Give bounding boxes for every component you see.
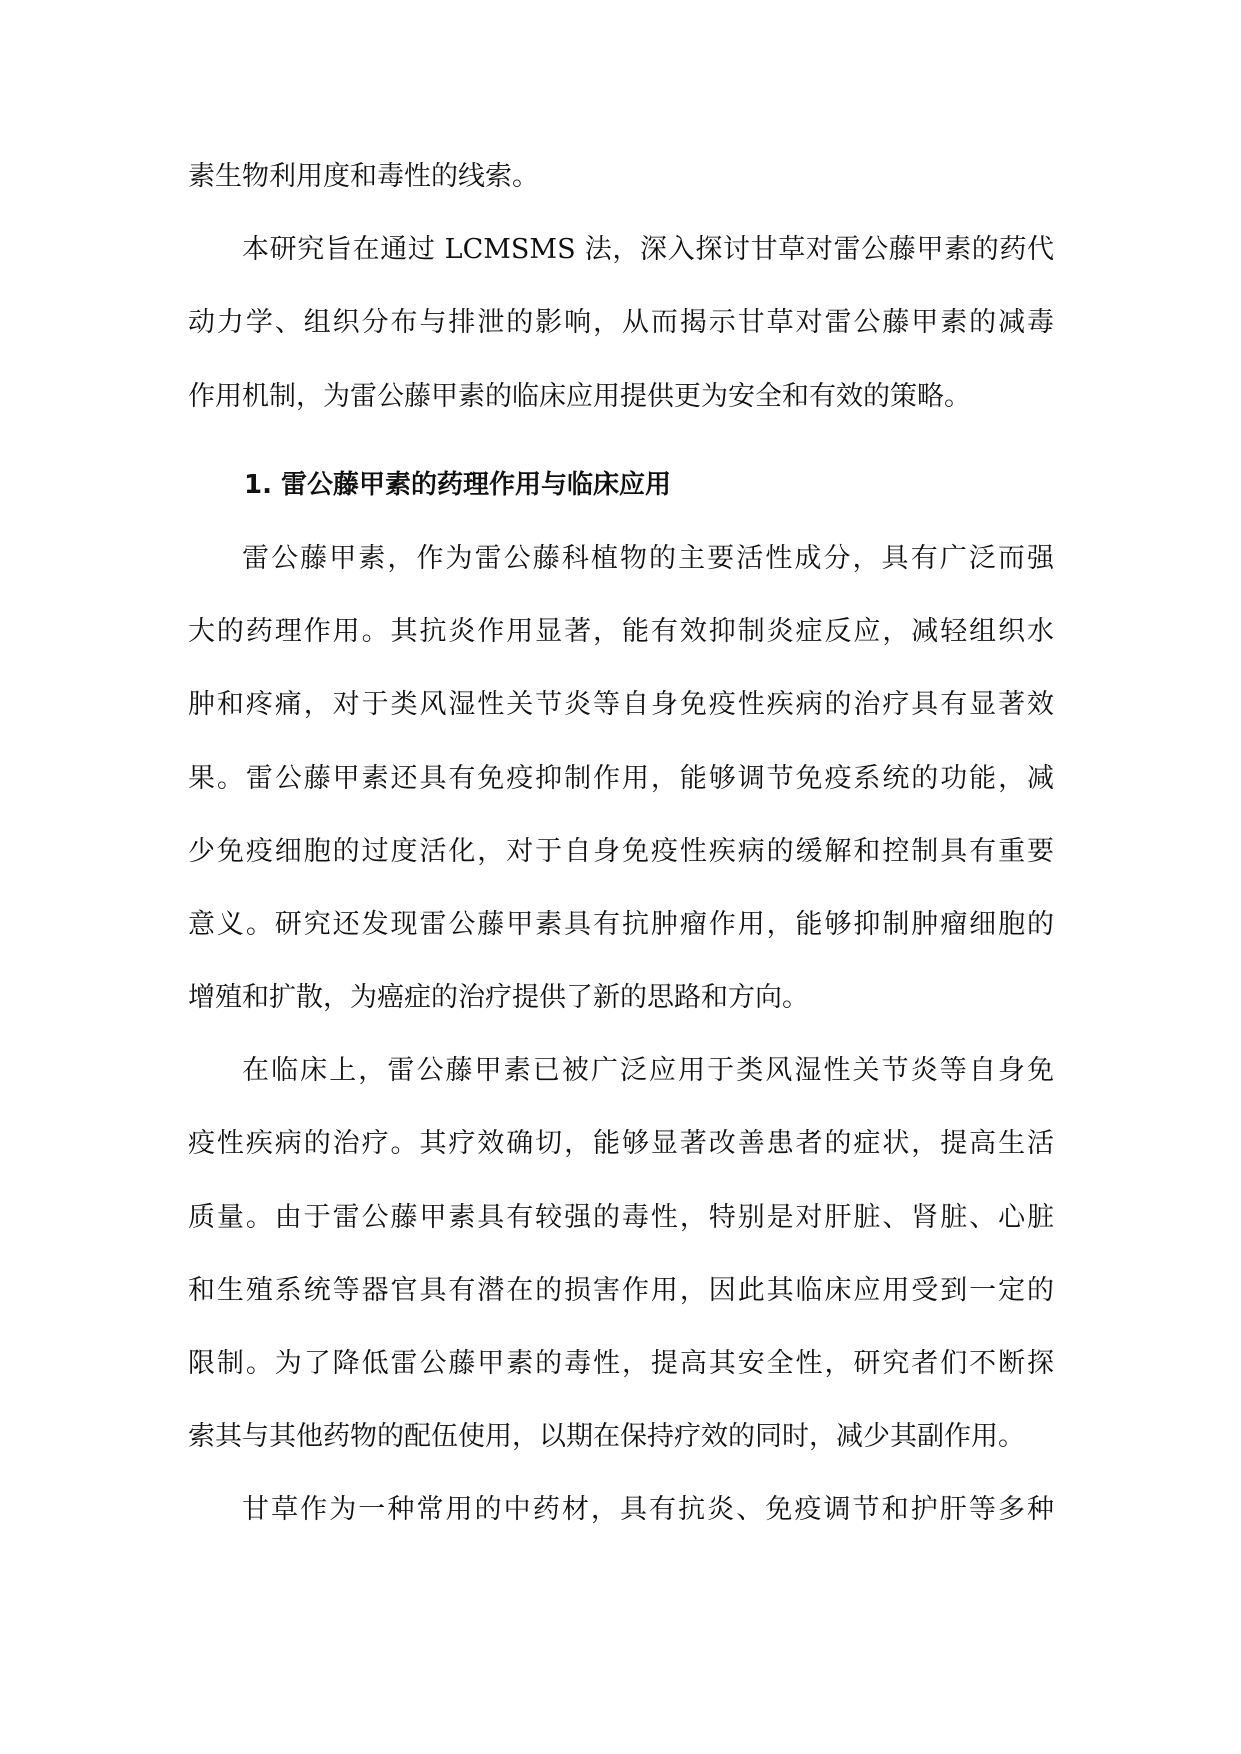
- text-line: 意义。研究还发现雷公藤甲素具有抗肿瘤作用，能够抑制肿瘤细胞的: [188, 908, 1054, 940]
- text-line: 动力学、组织分布与排泄的影响，从而揭示甘草对雷公藤甲素的减毒: [188, 307, 1054, 339]
- text-line: 雷公藤甲素，作为雷公藤科植物的主要活性成分，具有广泛而强: [242, 542, 1054, 574]
- text-line: 疫性疾病的治疗。其疗效确切，能够显著改善患者的症状，提高生活: [188, 1128, 1054, 1160]
- paragraph-clinical-use: [188, 1034, 1054, 1473]
- paragraph-research-aim: [188, 213, 1054, 433]
- text-line: 作用机制，为雷公藤甲素的临床应用提供更为安全和有效的策略。: [188, 380, 971, 412]
- text-line: 在临床上，雷公藤甲素已被广泛应用于类风湿性关节炎等自身免: [242, 1055, 1054, 1087]
- text-line: 本研究旨在通过 LCMSMS 法，深入探讨甘草对雷公藤甲素的药代: [242, 234, 1054, 266]
- text-line: 肿和疼痛，对于类风湿性关节炎等自身免疫性疾病的治疗具有显著效: [188, 689, 1054, 721]
- text-line: 索其与其他药物的配伍使用，以期在保持疗效的同时，减少其副作用。: [188, 1421, 1025, 1453]
- text-line: 质量。由于雷公藤甲素具有较强的毒性，特别是对肝脏、肾脏、心脏: [188, 1201, 1054, 1233]
- paragraph-intro-continuation: [188, 140, 1054, 213]
- text-line: 少免疫细胞的过度活化，对于自身免疫性疾病的缓解和控制具有重要: [188, 835, 1054, 867]
- text-line: 限制。为了降低雷公藤甲素的毒性，提高其安全性，研究者们不断探: [188, 1348, 1054, 1379]
- document-body: [188, 140, 1054, 1547]
- paragraph-pharmacology: [188, 522, 1054, 1034]
- text-line: 和生殖系统等器官具有潜在的损害作用，因此其临床应用受到一定的: [188, 1274, 1054, 1306]
- section-heading: 1. 雷公藤甲素的药理作用与临床应用: [244, 469, 672, 500]
- text-line: 甘草作为一种常用的中药材，具有抗炎、免疫调节和护肝等多种: [242, 1494, 1054, 1526]
- text-line: 增殖和扩散，为癌症的治疗提供了新的思路和方向。: [188, 982, 809, 1014]
- text-line: 素生物利用度和毒性的线索。: [188, 161, 539, 192]
- text-line: 果。雷公藤甲素还具有免疫抑制作用，能够调节免疫系统的功能，减: [188, 762, 1054, 794]
- paragraph-licorice: [188, 1473, 1054, 1546]
- text-line: 大的药理作用。其抗炎作用显著，能有效抑制炎症反应，减轻组织水: [188, 616, 1054, 648]
